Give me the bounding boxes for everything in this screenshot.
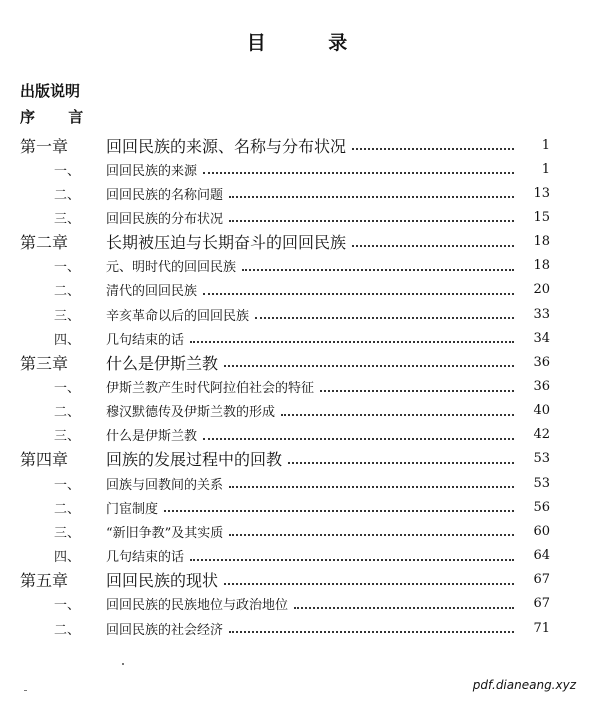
toc-entry-title: 回回民族的来源、名称与分布状况 — [106, 136, 347, 156]
toc-entry-title: “新旧争教”及其实质 — [106, 525, 224, 541]
toc-section-row — [20, 545, 550, 567]
toc-entry-page: 67 — [533, 596, 550, 612]
toc-entry-page: 18 — [533, 234, 550, 250]
toc-entry-title: 元、明时代的回回民族 — [106, 260, 237, 276]
toc-entry-page: 36 — [533, 354, 550, 370]
toc-entry-number: 第三章 — [20, 353, 69, 373]
toc-section-row — [20, 255, 550, 277]
toc-section-row — [20, 182, 550, 204]
toc-section-row — [20, 327, 550, 349]
toc-entry-page: 40 — [533, 403, 550, 419]
toc-leader-dots — [242, 255, 514, 271]
toc-entry-page: 56 — [533, 499, 550, 515]
toc-entry-number: 第一章 — [20, 136, 69, 156]
toc-entry-number: 第二章 — [20, 233, 69, 253]
toc-entry-page: 1 — [541, 161, 550, 177]
toc-leader-dots — [203, 424, 514, 440]
toc-entry-page: 1 — [541, 137, 550, 153]
toc-chapter-row — [20, 569, 550, 591]
toc-entry-number: 第四章 — [20, 450, 69, 470]
toc-leader-dots — [229, 520, 514, 536]
toc-entry-page: 64 — [533, 548, 550, 564]
toc-section-row — [20, 279, 550, 301]
toc-leader-dots — [229, 206, 514, 222]
front-matter-preface: 序 言 — [20, 108, 98, 126]
toc-entry-title: 几句结束的话 — [106, 550, 185, 566]
toc-chapter-row — [20, 448, 550, 470]
toc-leader-dots — [224, 569, 514, 585]
toc-entry-page: 67 — [533, 572, 550, 588]
toc-entry-title: 回回民族的来源 — [106, 163, 198, 179]
toc-entry-number: 四、 — [54, 550, 81, 566]
toc-leader-dots — [320, 376, 514, 392]
toc-section-row — [20, 520, 550, 542]
toc-chapter-row — [20, 134, 550, 156]
toc-entry-number: 二、 — [54, 187, 81, 203]
toc-entry-title: 门宦制度 — [106, 501, 159, 517]
toc-entry-title: 辛亥革命以后的回回民族 — [106, 308, 250, 324]
toc-entry-page: 53 — [533, 451, 550, 467]
toc-entry-number: 一、 — [54, 260, 81, 276]
toc-leader-dots — [352, 134, 514, 150]
page-title: 目 录 — [246, 32, 376, 54]
watermark-text: pdf.dianeang.xyz — [472, 678, 576, 692]
toc-entry-number: 四、 — [54, 332, 81, 348]
toc-entry-title: 什么是伊斯兰教 — [106, 353, 219, 373]
toc-leader-dots — [190, 545, 514, 561]
toc-entry-number: 一、 — [54, 163, 81, 179]
toc-entry-title: 几句结束的话 — [106, 332, 185, 348]
toc-entry-page: 20 — [533, 282, 550, 298]
toc-entry-title: 回族的发展过程中的回教 — [106, 450, 283, 470]
toc-leader-dots — [281, 400, 514, 416]
toc-chapter-row — [20, 231, 550, 253]
toc-leader-dots — [288, 448, 514, 464]
toc-chapter-row — [20, 351, 550, 373]
toc-section-row — [20, 376, 550, 398]
toc-entry-title: 回回民族的分布状况 — [106, 211, 224, 227]
toc-entry-number: 一、 — [54, 598, 81, 614]
toc-entry-page: 53 — [533, 475, 550, 491]
toc-entry-page: 33 — [533, 306, 550, 322]
toc-section-row — [20, 617, 550, 639]
toc-section-row — [20, 400, 550, 422]
toc-entry-page: 36 — [533, 379, 550, 394]
toc-leader-dots — [229, 182, 514, 198]
toc-entry-title: 回族与回教间的关系 — [106, 477, 224, 493]
toc-entry-number: 二、 — [54, 405, 81, 421]
toc-entry-number: 三、 — [54, 308, 81, 324]
toc-leader-dots — [229, 617, 514, 633]
toc-entry-page: 13 — [533, 185, 550, 201]
toc-entry-number: 二、 — [54, 501, 81, 517]
toc-entry-number: 三、 — [54, 211, 81, 227]
toc-entry-number: 三、 — [54, 429, 81, 445]
toc-leader-dots — [164, 496, 514, 512]
toc-entry-number: 第五章 — [20, 571, 69, 591]
toc-leader-dots — [224, 351, 514, 367]
toc-entry-title: 穆汉默德传及伊斯兰教的形成 — [106, 405, 276, 421]
toc-entry-number: 一、 — [54, 477, 81, 493]
toc-section-row — [20, 303, 550, 325]
scan-speck — [122, 663, 124, 665]
toc-entry-title: 回回民族的民族地位与政治地位 — [106, 598, 289, 614]
toc-leader-dots — [255, 303, 514, 319]
toc-section-row — [20, 158, 550, 180]
toc-entry-page: 15 — [533, 209, 550, 225]
toc-entry-page: 42 — [533, 427, 550, 443]
toc-entry-number: 二、 — [54, 284, 81, 300]
toc-entry-title: 回回民族的现状 — [106, 571, 219, 591]
toc-leader-dots — [203, 279, 514, 295]
toc-leader-dots — [352, 231, 514, 247]
front-matter-publication-note: 出版说明 — [20, 82, 81, 100]
toc-leader-dots — [203, 158, 514, 174]
toc-section-row — [20, 206, 550, 228]
toc-entry-title: 回回民族的名称问题 — [106, 187, 224, 203]
toc-entry-title: 伊斯兰教产生时代阿拉伯社会的特征 — [106, 381, 315, 396]
toc-entry-number: 三、 — [54, 525, 81, 541]
toc-entry-page: 34 — [533, 330, 550, 346]
toc-section-row — [20, 424, 550, 446]
toc-entry-title: 回回民族的社会经济 — [106, 622, 224, 638]
toc-leader-dots — [229, 472, 514, 488]
toc-entry-title: 长期被压迫与长期奋斗的回回民族 — [106, 233, 347, 253]
toc-leader-dots — [190, 327, 514, 343]
scan-speck — [24, 690, 27, 691]
toc-entry-number: 一、 — [54, 381, 81, 396]
toc-section-row — [20, 593, 550, 615]
toc-entry-title: 什么是伊斯兰教 — [106, 429, 198, 445]
toc-leader-dots — [294, 593, 514, 609]
toc-section-row — [20, 472, 550, 494]
toc-entry-page: 71 — [533, 620, 550, 636]
toc-entry-title: 清代的回回民族 — [106, 284, 198, 300]
toc-entry-number: 二、 — [54, 622, 81, 638]
toc-section-row — [20, 496, 550, 518]
toc-entry-page: 18 — [533, 258, 550, 274]
toc-entry-page: 60 — [533, 523, 550, 539]
